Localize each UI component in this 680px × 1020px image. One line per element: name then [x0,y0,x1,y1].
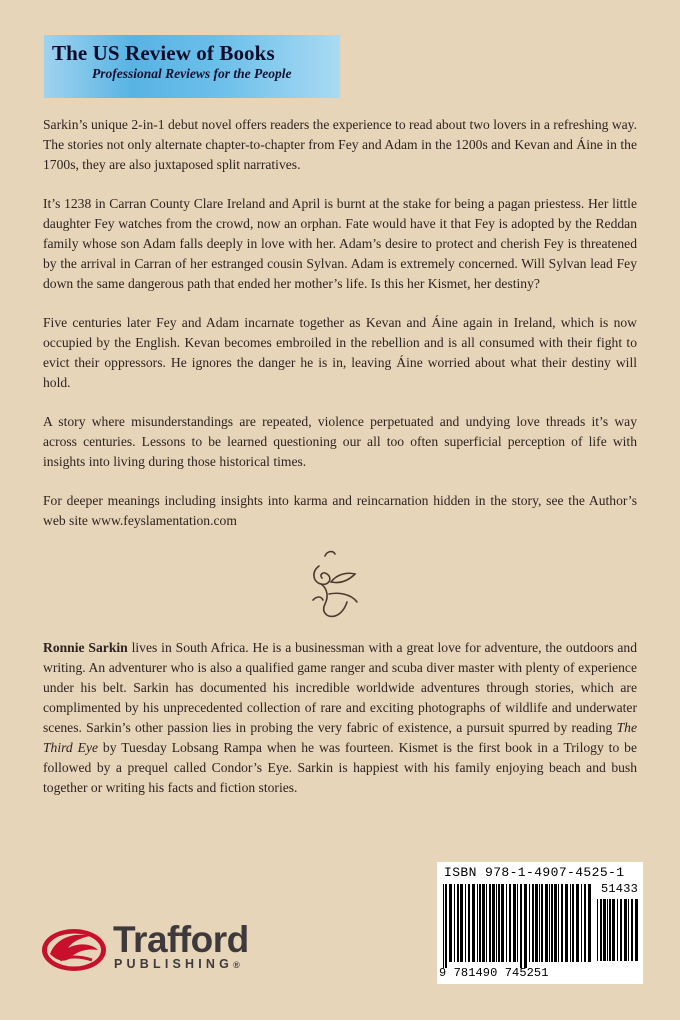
barcode-bar [506,884,507,962]
leaf-flourish-icon [305,548,365,620]
blurb [43,115,637,550]
barcode-bar [517,884,518,962]
barcode-bar [492,884,495,962]
publisher-tagline-text: PUBLISHING [114,957,234,971]
author-name: Ronnie Sarkin [43,640,128,655]
barcode-digits: 9 781490 745251 [439,966,549,980]
barcode-bar [545,884,548,962]
referenced-book-title: The Third Eye [43,720,637,755]
author-bio-text-2: by Tuesday Lobsang Rampa when he was fourteen. Kismet is the first book in a Trilogy to be followed by a prequel called Condor’s Eye. Sarkin is happiest with his family enjoying beach and bush together or writing his facts and fiction stories. [43,740,637,795]
barcode-bar [457,884,459,962]
author-bio [43,638,637,798]
barcode-bar [581,884,582,962]
review-banner-title: The US Review of Books [52,41,275,65]
barcode-bar [449,884,452,962]
barcode-bar [509,884,511,962]
barcode-bar [612,899,615,961]
blurb-paragraph-5: For deeper meanings including insights into karma and reincarnation hidden in the story, see the Author’s web site www.feyslamentation.com [43,493,637,528]
barcode-bar [624,899,627,961]
barcode-bar [584,884,586,962]
barcode-bar [541,884,543,962]
barcode-bar [501,884,504,962]
barcode-bar [554,884,557,962]
barcode-bar [572,884,574,962]
blurb-paragraph-2: It’s 1238 in Carran County Clare Ireland and April is burnt at the stake for being a pagan priestess. Her little daughter Fey watches from the crowd, now an orphan. Fate would have it that Fey is adopted by the Reddan family whose son Adam falls deeply in love with her. Adam’s desire to protect and cherish Fey is threatened by the arrival in Carran of her estranged cousin Sylvan. Adam is extremely concerned. Will Sylvan lead Fey down the same dangerous path that ended her mother’s life. Is this her Kismet, her destiny? [43,196,637,291]
isbn-label: ISBN 978-1-4907-4525-1 [444,865,625,880]
publisher-logo [40,918,310,980]
barcode-bar [535,884,538,962]
barcode-bar [445,884,447,968]
barcode-bar [532,884,534,962]
barcode-bar [524,884,527,968]
blurb-paragraph-1: Sarkin’s unique 2-in-1 debut novel offers readers the experience to read about two lovers in a refreshing way. The stories not only alternate chapter-to-chapter from Fey and Adam in the 1200s and Kevan and Áine in the 1700s, they are also juxtaposed split narratives. [43,117,637,172]
barcode-bar [570,884,571,962]
barcode-bar [558,884,559,962]
barcode-bar [482,884,485,962]
trafford-wave-icon [40,920,110,978]
barcode-bar [529,884,530,962]
barcode-bar [443,884,444,968]
barcode-bar [454,884,455,962]
barcode-bar [561,884,563,962]
barcode-bar [549,884,550,962]
barcode-bar [496,884,497,962]
barcode-bar [520,884,522,968]
registered-mark: ® [233,960,240,970]
barcode-bar [539,884,540,962]
barcode-bar [617,899,618,961]
barcode-bar [465,884,466,962]
barcode-bar [486,884,487,962]
barcode-bar [472,884,475,962]
barcode-bar [631,899,633,961]
barcode-bar [477,884,478,962]
barcode-bar [565,884,568,962]
barcode-bar [551,884,553,962]
publisher-tagline [114,957,240,971]
author-bio-text-1: lives in South Africa. He is a businessman with a great love for adventure, the outdoors and writing. An adventurer who is also a qualified game ranger and scuba diver master with plenty of experience under his belt. Sarkin has documented his incredible worldwide adventures through stories, which are complimented by his unprecedented collection of rare and exciting photographs of wildlife and underwater scenes. Sarkin’s other passion lies in probing the very fabric of existence, a pursuit spurred by reading [43,640,638,735]
barcode-bar [498,884,500,962]
barcode-bar [609,899,611,961]
barcode-bar [600,899,602,961]
barcode-bar [513,884,516,962]
review-banner-subtitle: Professional Reviews for the People [92,66,292,81]
barcode-main-bars [443,884,591,968]
barcode-bar [620,899,622,961]
publisher-name: Trafford [113,919,249,960]
isbn-barcode [437,862,643,984]
barcode-bar [607,899,608,961]
barcode-addon-bars [597,899,639,967]
review-banner [44,35,340,98]
barcode-bar [597,899,598,961]
barcode-bar [460,884,463,962]
barcode-bar [489,884,491,962]
price-code: 51433 [601,882,639,896]
barcode-bar [603,899,606,961]
barcode-bar [576,884,579,962]
barcode-bar [588,884,591,962]
barcode-bar [628,899,629,961]
blurb-paragraph-3: Five centuries later Fey and Adam incarnate together as Kevan and Áine again in Ireland, which is now occupied by the English. Kevan becomes embroiled in the rebellion and is all consumed with their fight to evict their oppressors. He ignores the danger he is in, leaving Áine worried about what their destiny will hold. [43,315,637,390]
blurb-paragraph-4: A story where misunderstandings are repeated, violence perpetuated and undying love threads it’s way across centuries. Lessons to be learned questioning our all too often superficial perception of life with insights into living during those historical times. [43,414,637,469]
barcode-bar [635,899,638,961]
barcode-bar [468,884,470,962]
barcode-bar [479,884,481,962]
